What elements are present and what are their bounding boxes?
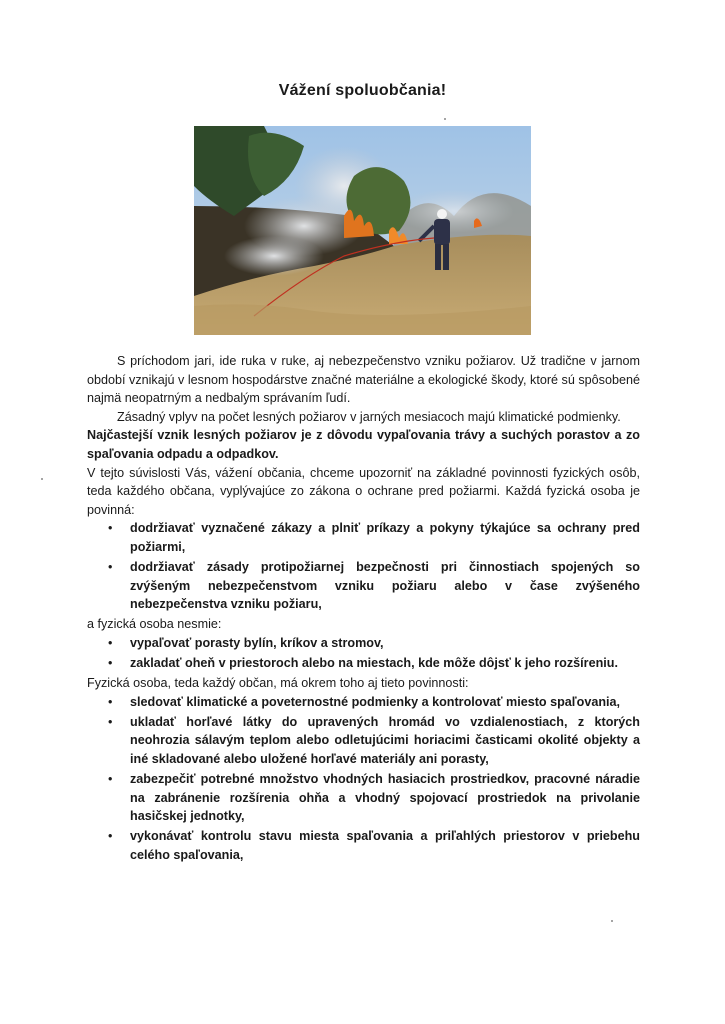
list-item: • dodržiavať vyznačené zákazy a plniť príkazy a pokyny týkajúce sa ochrany pred požiarmi,: [108, 521, 640, 554]
bullet-icon: •: [108, 829, 113, 844]
scan-speck: [41, 478, 43, 480]
page-title: Vážení spoluobčania!: [278, 82, 447, 99]
scan-speck: [444, 118, 446, 120]
forest-fire-photo: [194, 126, 531, 335]
additional-duties-paragraph: Fyzická osoba, teda každý občan, má okrem toho aj tieto povinnosti:: [87, 676, 469, 691]
list-item: • vykonávať kontrolu stavu miesta spaľovania a priľahlých priestorov v priebehu celého spaľovania,: [108, 829, 640, 862]
intro-paragraph: S príchodom jari, ide ruka v ruke, aj nebezpečenstvo vzniku požiarov. Už tradične v jarnom období vznikajú v lesnom hospodárstve značné materiálne a ekologické škody, ktoré sú spôsobené najmä neopatrným a nedbalým správaním ľudí.: [87, 354, 640, 406]
bullet-icon: •: [108, 714, 113, 729]
bullet-icon: •: [108, 635, 113, 650]
bullet-icon: •: [108, 521, 113, 536]
list-item: • sledovať klimatické a poveternostné podmienky a kontrolovať miesto spaľovania,: [87, 693, 640, 712]
climate-paragraph: Zásadný vplyv na počet lesných požiarov v jarných mesiacoch majú klimatické podmienky.: [117, 409, 621, 424]
bullet-icon: •: [108, 694, 113, 709]
list-item: • vypaľovať porasty bylín, kríkov a stromov,: [87, 634, 640, 653]
list-item: • zakladať oheň v priestoroch alebo na miestach, kde môže dôjsť k jeho rozšíreniu.: [87, 654, 640, 673]
bullet-icon: •: [108, 772, 113, 787]
prohibitions-list: [87, 634, 640, 673]
document-body: [87, 352, 640, 866]
cause-paragraph: Najčastejší vznik lesných požiarov je z dôvodu vypaľovania trávy a suchých porastov a zo spaľovania odpadu a odpadkov.: [87, 428, 640, 461]
bullet-icon: •: [108, 656, 113, 670]
bullet-icon: •: [108, 560, 113, 575]
prohibitions-intro-paragraph: a fyzická osoba nesmie:: [87, 617, 222, 632]
list-item: • zabezpečiť potrebné množstvo vhodných hasiacich prostriedkov, pracovné náradie na zabránenie rozšírenia ohňa a vhodný spojovací prostriedok na privolanie hasičskej jednotky,: [108, 772, 640, 824]
duties-list: [87, 519, 640, 613]
scan-speck: [611, 920, 613, 922]
duties-intro-paragraph: V tejto súvislosti Vás, vážení občania, chceme upozorniť na základné povinnosti fyzických osôb, teda každého občana, vyplývajúce zo zákona o ochrane pred požiarmi. Každá fyzická osoba je povinná:: [87, 465, 640, 517]
additional-duties-list: [87, 693, 640, 865]
list-item: • dodržiavať zásady protipožiarnej bezpečnosti pri činnostiach spojených so zvýšeným nebezpečenstvom vzniku požiaru alebo v čase zvýšeného nebezpečenstva vzniku požiaru,: [108, 560, 640, 612]
list-item: • ukladať horľavé látky do upravených hromád vo vzdialenostiach, z ktorých neohrozia sálavým teplom alebo odletujúcimi horiacimi časticami okolité objekty a iné skladované alebo uložené horľavé materiály ani porasty,: [108, 714, 640, 766]
